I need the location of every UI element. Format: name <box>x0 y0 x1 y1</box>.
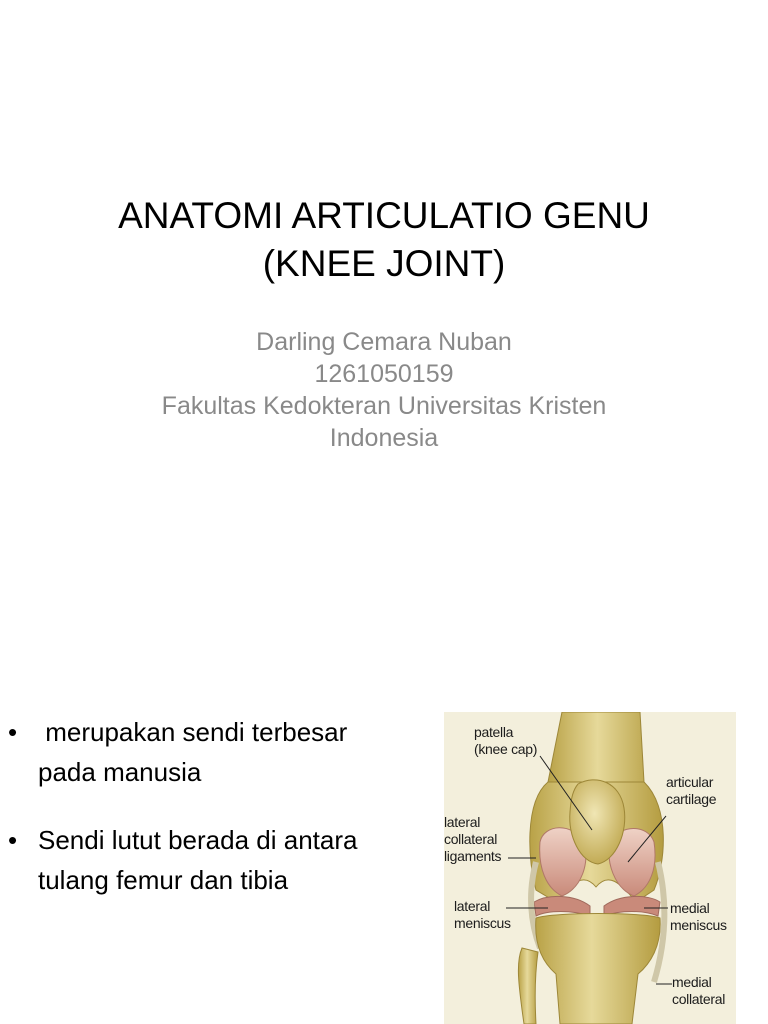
title-line-1: ANATOMI ARTICULATIO GENU <box>118 195 650 236</box>
label-articular-cartilage: articular cartilage <box>666 774 717 807</box>
bullet-text: Sendi lutut berada di antara tulang femur dan tibia <box>38 825 358 895</box>
author-name: Darling Cemara Nuban <box>256 328 512 356</box>
title-line-2: (KNEE JOINT) <box>262 243 506 284</box>
meniscus-medial <box>604 896 660 916</box>
bullet-item <box>8 820 398 900</box>
bullet-item <box>8 712 398 792</box>
bullet-list <box>8 712 398 928</box>
label-lateral-collateral: lateral collateral ligaments <box>444 814 502 864</box>
bullet-icon: • <box>8 717 18 747</box>
bullet-text: merupakan sendi terbesar pada manusia <box>38 717 355 787</box>
tibia <box>536 914 661 1024</box>
bullet-icon: • <box>8 825 18 855</box>
fibula <box>518 948 538 1024</box>
faculty-line-1: Fakultas Kedokteran Universitas Kristen <box>161 392 607 420</box>
label-lateral-meniscus: lateral meniscus <box>454 898 511 931</box>
label-medial-collateral: medial collateral <box>672 974 726 1007</box>
faculty-line-2: Indonesia <box>329 424 439 452</box>
content-slide <box>0 690 768 1024</box>
label-medial-meniscus: medial meniscus <box>670 900 727 933</box>
student-id: 1261050159 <box>314 360 454 388</box>
meniscus-lateral <box>534 896 590 916</box>
slide-title <box>40 192 728 288</box>
slide-subtitle <box>90 326 678 454</box>
knee-joint-diagram <box>444 712 736 1024</box>
label-patella: patella (knee cap) <box>474 724 538 757</box>
